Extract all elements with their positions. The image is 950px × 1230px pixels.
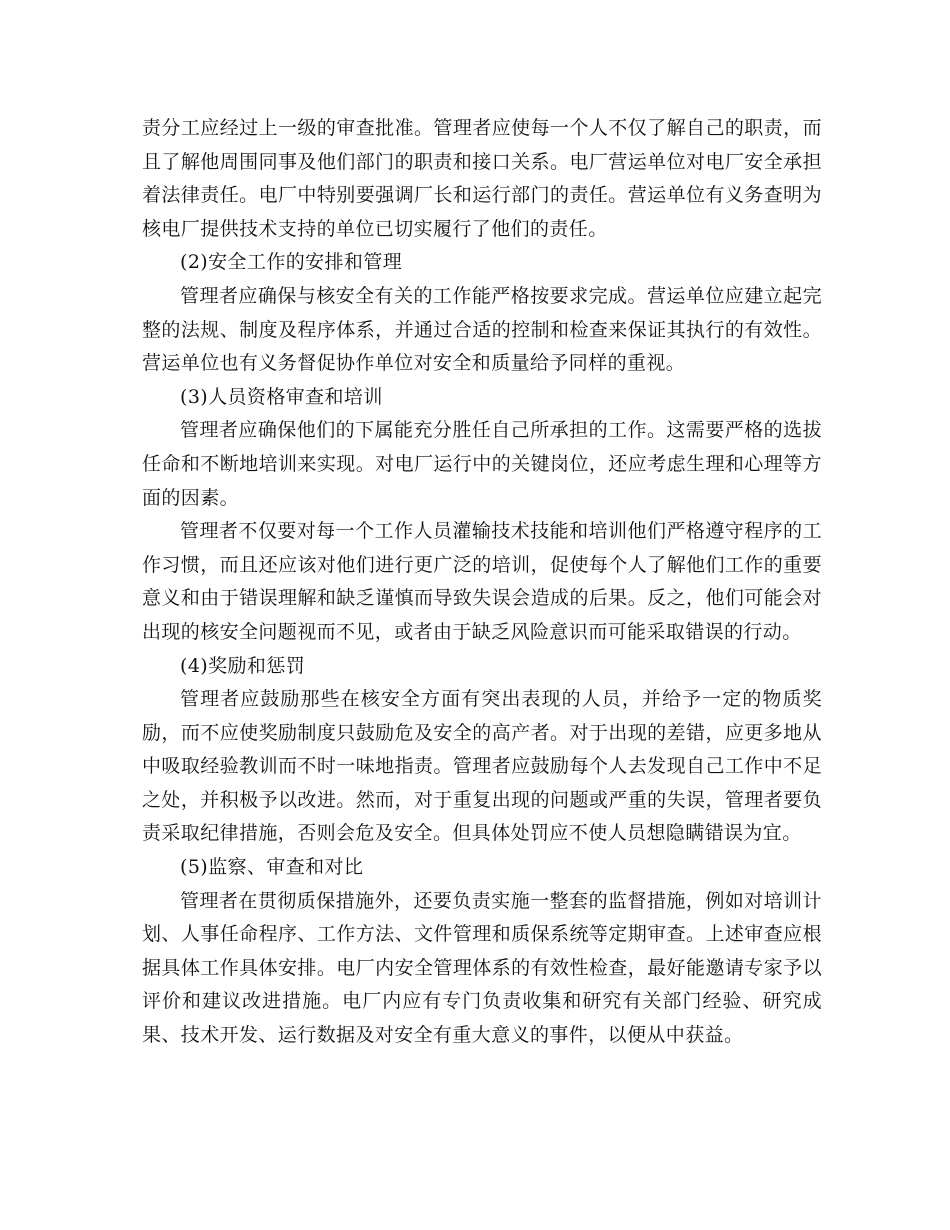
body-paragraph: 管理者应确保他们的下属能充分胜任自己所承担的工作。这需要严格的选拔任命和不断地培训来实现。对电厂运行中的关键岗位，还应考虑生理和心理等方面的因素。 xyxy=(142,419,822,509)
section-heading: (5)监察、审查和对比 xyxy=(180,856,364,879)
section-heading: (2)安全工作的安排和管理 xyxy=(180,251,403,274)
section-heading: (3)人员资格审查和培训 xyxy=(180,385,383,408)
body-paragraph: 管理者应确保与核安全有关的工作能严格按要求完成。营运单位应建立起完整的法规、制度及程序体系，并通过合适的控制和检查来保证其执行的有效性。营运单位也有义务督促协作单位对安全和质量给予同样的重视。 xyxy=(142,284,822,375)
body-paragraph: 管理者应鼓励那些在核安全方面有突出表现的人员，并给予一定的物质奖励，而不应使奖励制度只鼓励危及安全的高产者。对于出现的差错，应更多地从中吸取经验教训而不时一味地指责。管理者应鼓励每个人去发现自己工作中不足之处，并积极予以改进。然而，对于重复出现的问题或严重的失误，管理者要负责采取纪律措施，否则会危及安全。但具体处罚应不使人员想隐瞒错误为宜。 xyxy=(142,688,822,845)
body-paragraph: 管理者不仅要对每一个工作人员灌输技术技能和培训他们严格遵守程序的工作习惯，而且还应该对他们进行更广泛的培训，促使每个人了解他们工作的重要意义和由于错误理解和缺乏谨慎而导致失误会造成的后果。反之，他们可能会对出现的核安全问题视而不见，或者由于缺乏风险意识而可能采取错误的行动。 xyxy=(142,520,822,643)
section-heading: (4)奖励和惩罚 xyxy=(180,654,306,677)
body-paragraph: 责分工应经过上一级的审查批准。管理者应使每一个人不仅了解自己的职责，而且了解他周围同事及他们部门的职责和接口关系。电厂营运单位对电厂安全承担着法律责任。电厂中特别要强调厂长和运行部门的责任。营运单位有义务查明为核电厂提供技术支持的单位已切实履行了他们的责任。 xyxy=(142,117,822,240)
document-body xyxy=(142,112,822,1053)
body-paragraph: 管理者在贯彻质保措施外，还要负责实施一整套的监督措施，例如对培训计划、人事任命程序、工作方法、文件管理和质保系统等定期审查。上述审查应根据具体工作具体安排。电厂内安全管理体系的有效性检查，最好能邀请专家予以评价和建议改进措施。电厂内应有专门负责收集和研究有关部门经验、研究成果、技术开发、运行数据及对安全有重大意义的事件，以便从中获益。 xyxy=(142,889,822,1047)
